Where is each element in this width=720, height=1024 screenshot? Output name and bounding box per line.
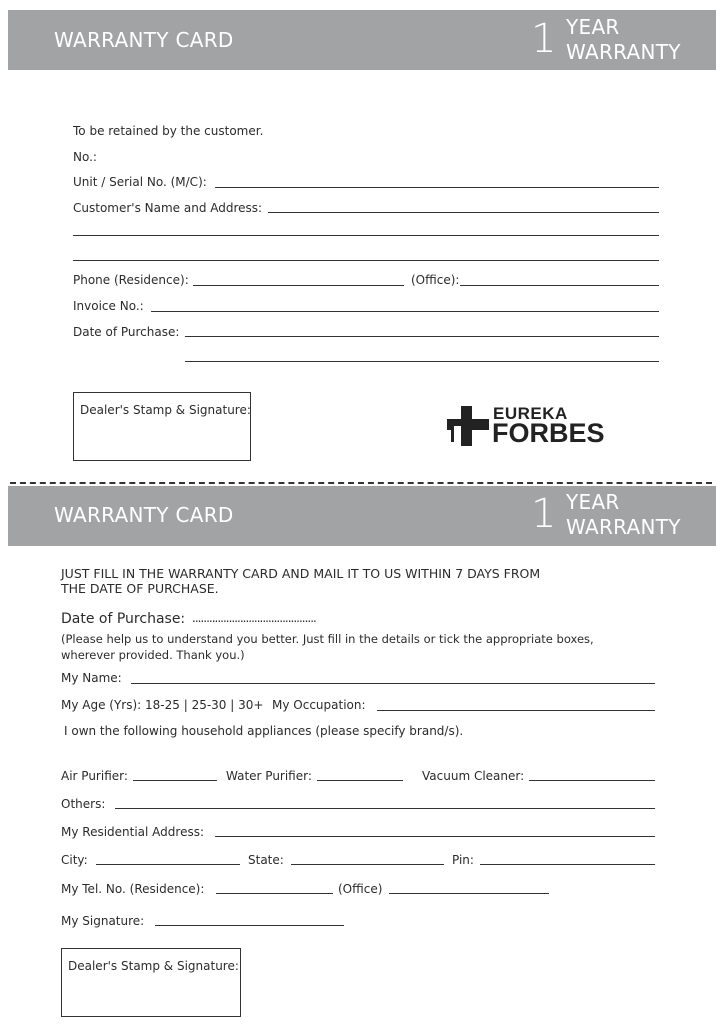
cut-line — [10, 482, 712, 484]
air-purifier-label: Air Purifier: — [61, 769, 128, 783]
warranty-number: 1 — [531, 16, 557, 62]
retained-note: To be retained by the customer. — [73, 124, 264, 138]
mail-date-label: Date of Purchase: — [61, 611, 186, 627]
logo-line-1: EUREKA — [493, 404, 568, 423]
phone-residence-label: Phone (Residence): — [73, 273, 189, 287]
signature-field[interactable] — [155, 925, 344, 926]
warranty-label: WARRANTY — [566, 40, 681, 64]
date-of-purchase-field[interactable] — [185, 336, 659, 337]
instruction-line-1: JUST FILL IN THE WARRANTY CARD AND MAIL IT TO US WITHIN 7 DAYS FROM — [61, 566, 541, 581]
dealer-stamp-label-2: Dealer's Stamp & Signature: — [68, 959, 239, 973]
warranty-label-2: WARRANTY — [566, 515, 681, 539]
warranty-year-label-2: YEAR — [566, 490, 620, 514]
date-of-purchase-line-2[interactable] — [185, 361, 659, 362]
header-band-top — [8, 10, 716, 70]
air-purifier-field[interactable] — [133, 780, 217, 781]
invoice-field[interactable] — [151, 311, 659, 312]
residential-address-label: My Residential Address: — [61, 825, 205, 839]
tel-office-label: (Office) — [338, 882, 383, 896]
warranty-year-label: YEAR — [566, 15, 620, 39]
tel-office-field[interactable] — [389, 893, 549, 894]
water-purifier-field[interactable] — [317, 780, 403, 781]
phone-office-label: (Office): — [411, 273, 460, 287]
name-address-field[interactable] — [268, 212, 659, 213]
no-label: No.: — [73, 150, 97, 164]
tel-residence-field[interactable] — [216, 893, 333, 894]
tel-residence-label: My Tel. No. (Residence): — [61, 882, 205, 896]
phone-residence-field[interactable] — [193, 285, 404, 286]
state-field[interactable] — [291, 864, 444, 865]
city-field[interactable] — [96, 864, 240, 865]
vacuum-cleaner-field[interactable] — [529, 780, 655, 781]
date-of-purchase-label: Date of Purchase: — [73, 325, 180, 339]
instruction-line-2: THE DATE OF PURCHASE. — [61, 581, 219, 596]
my-name-field[interactable] — [131, 683, 655, 684]
logo-cross-icon — [447, 406, 489, 446]
others-field[interactable] — [115, 808, 655, 809]
card-title-2: WARRANTY CARD — [54, 503, 234, 527]
occupation-field[interactable] — [377, 710, 655, 711]
signature-label: My Signature: — [61, 914, 145, 928]
serial-field[interactable] — [215, 187, 659, 188]
mail-date-dots[interactable]: ............................................ — [192, 611, 316, 625]
address-line-2[interactable] — [73, 235, 659, 236]
header-band-bottom — [8, 486, 716, 546]
appliances-note: I own the following household appliances (please specify brand/s). — [64, 724, 464, 738]
serial-label: Unit / Serial No. (M/C): — [73, 175, 207, 189]
state-label: State: — [248, 853, 284, 867]
dealer-stamp-box-bottom[interactable] — [61, 948, 241, 1017]
dealer-stamp-box-top[interactable] — [73, 392, 251, 461]
invoice-label: Invoice No.: — [73, 299, 144, 313]
others-label: Others: — [61, 797, 106, 811]
pin-label: Pin: — [452, 853, 474, 867]
my-name-label: My Name: — [61, 671, 122, 685]
logo-line-2: FORBES — [492, 418, 605, 448]
note-line-1: (Please help us to understand you better. Just fill in the details or tick the appropriate boxes, — [61, 632, 594, 646]
residential-address-field[interactable] — [215, 836, 655, 837]
phone-office-field[interactable] — [460, 285, 659, 286]
water-purifier-label: Water Purifier: — [226, 769, 312, 783]
note-line-2: wherever provided. Thank you.) — [61, 648, 245, 662]
address-line-3[interactable] — [73, 260, 659, 261]
pin-field[interactable] — [480, 864, 655, 865]
warranty-number-2: 1 — [531, 491, 557, 537]
dealer-stamp-label: Dealer's Stamp & Signature: — [80, 403, 251, 417]
name-address-label: Customer's Name and Address: — [73, 201, 263, 215]
age-label: My Age (Yrs): 18-25 | 25-30 | 30+ — [61, 698, 264, 712]
city-label: City: — [61, 853, 88, 867]
occupation-label: My Occupation: — [272, 698, 366, 712]
vacuum-cleaner-label: Vacuum Cleaner: — [422, 769, 525, 783]
card-title: WARRANTY CARD — [54, 28, 234, 52]
